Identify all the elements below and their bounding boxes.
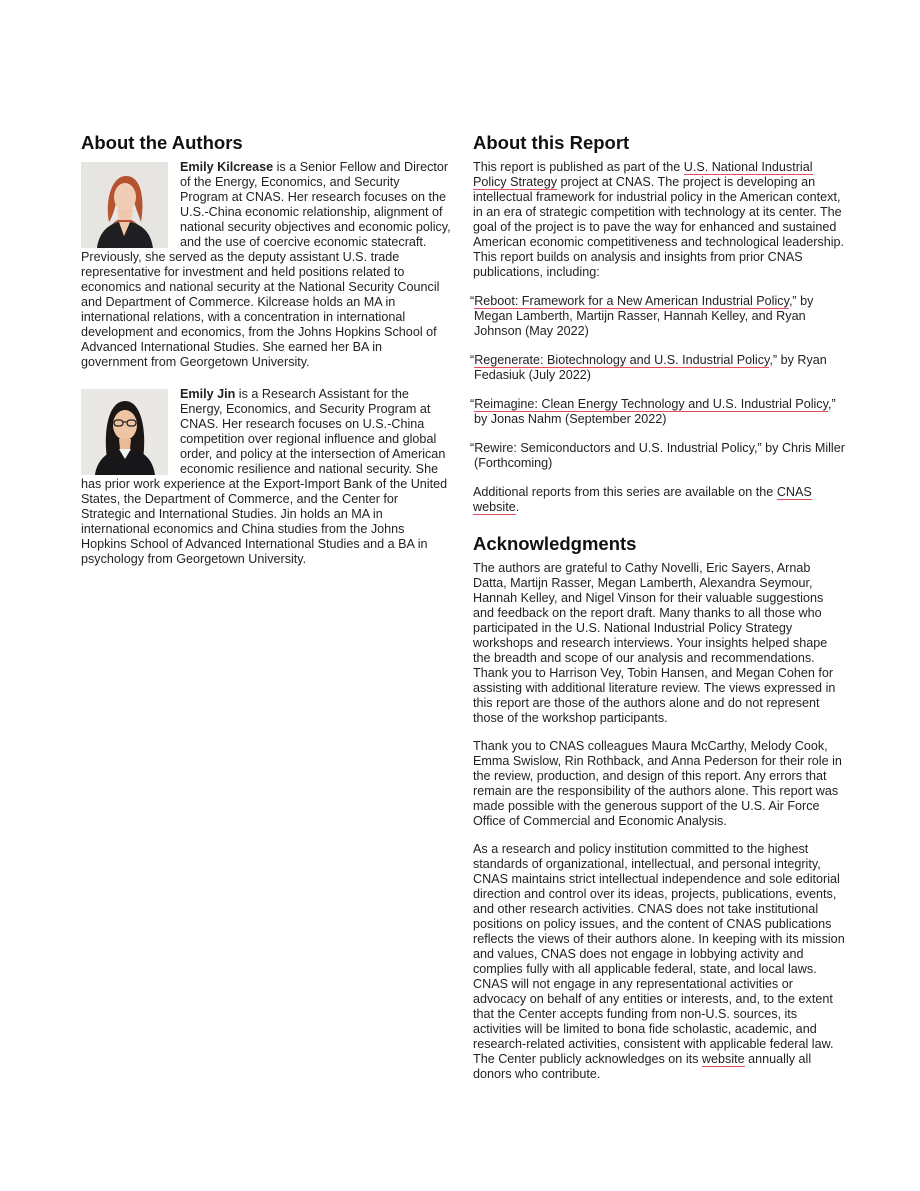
quote-mark: “ [470, 397, 475, 411]
regenerate-report-link[interactable]: Regenerate: Biotechnology and U.S. Industrial Policy [474, 353, 770, 367]
report-item-details: Rewire: Semiconductors and U.S. Industrial Policy,” by Chris Miller (Forthcoming) [474, 441, 845, 470]
additional-text: Additional reports from this series are available on the [473, 485, 777, 499]
independence-text-end: annually all donors who contribute. [473, 1052, 812, 1081]
additional-text-end: . [515, 500, 520, 514]
author-bio-kilcrease [81, 160, 451, 370]
reboot-report-link[interactable]: Reboot: Framework for a New American Industrial Policy [474, 294, 789, 308]
independence-text: As a research and policy institution committed to the highest standards of organizational, intellectual, and personal integrity, CNAS maintains strict intellectual independence and sole editorial direction and control over its ideas, projects, publications, events, and other research activities. CNAS does not take institutional positions on policy issues, and the content of CNAS publications reflects the views of their authors alone. In keeping with its mission and values, CNAS does not engage in lobbying activity and complies fully with all applicable federal, state, and local laws. CNAS will not engage in any representational activities or advocacy on behalf of any entities or interests, and, to the extent that the Center accepts funding from non-U.S. sources, its activities will be limited to bona fide scholastic, academic, and research-related activities, consistent with applicable federal law. The Center publicly acknowledges on its [473, 842, 845, 1066]
author-photo-kilcrease [81, 162, 168, 248]
donors-website-link[interactable]: website [701, 1052, 745, 1066]
additional-reports [473, 485, 845, 515]
about-report-column [470, 130, 845, 1082]
report-item-details: ,” by Megan Lamberth, Martijn Rasser, Hannah Kelley, and Ryan Johnson (May 2022) [474, 294, 814, 338]
author-bio-jin [81, 387, 451, 567]
cnas-website-link[interactable]: CNAS website [473, 485, 812, 514]
author-photo-jin [81, 389, 168, 475]
national-industrial-policy-link[interactable]: U.S. National Industrial Policy Strategy [473, 160, 813, 189]
report-item-details: ,” by Jonas Nahm (September 2022) [474, 397, 836, 426]
acknowledgments-paragraph-2: Thank you to CNAS colleagues Maura McCarthy, Melody Cook, Emma Swislow, Rin Rothback, and Anna Pederson for their role in the review, production, and design of this report. Any errors that remain are the responsibility of the authors alone. This report was made possible with the generous support of the U.S. Air Force Office of Commercial and Economic Analysis. [473, 739, 842, 828]
reimagine-report-link[interactable]: Reimagine: Clean Energy Technology and U.S. Industrial Policy [474, 397, 828, 411]
intro-text-continued: project at CNAS. The project is developing an intellectual framework for industrial policy in the American context, in an era of strategic competition with technology at its center. The goal of the project is to pave the way for enhanced and sustained American economic competitiveness and technological leadership. This report builds on analysis and insights from prior CNAS publications, including: [473, 175, 845, 279]
about-authors-heading: About the Authors [81, 132, 243, 153]
report-item-reboot [470, 294, 845, 339]
author-bio-text-kilcrease: is a Senior Fellow and Director of the Energy, Economics, and Security Program at CNAS. Her research focuses on the U.S.-China economic relationship, alignment of national security objectives and economic policy, and the use of coercive economic statecraft. Previously, she served as the deputy assistant U.S. trade representative for investment and held positions related to economics and national security at the National Security Council and Department of Commerce. Kilcrease holds an MA in international relations, with a concentration in international development and economics, from the Johns Hopkins School of Advanced International Studies. She earned her BA in government from Georgetown University. [81, 160, 451, 369]
quote-mark: “ [470, 294, 475, 308]
quote-mark: “ [470, 441, 475, 455]
acknowledgments-paragraph-3 [473, 842, 845, 1082]
acknowledgments-section [473, 531, 845, 1082]
about-report-intro [473, 160, 845, 280]
author-name-jin: Emily Jin [180, 387, 236, 401]
report-item-regenerate [470, 353, 845, 383]
quote-mark: “ [470, 353, 475, 367]
report-item-rewire [470, 441, 845, 471]
about-authors-column [81, 130, 451, 584]
author-name-kilcrease: Emily Kilcrease [180, 160, 274, 174]
acknowledgments-paragraph-1: The authors are grateful to Cathy Novelli, Eric Sayers, Arnab Datta, Martijn Rasser, Megan Lamberth, Alexandra Seymour, Hannah Kelley, and Nigel Vinson for their valuable suggestions and feedback on the report draft. Many thanks to all those who participated in the U.S. National Industrial Policy Strategy workshops and research interviews. Your insights helped shape the breadth and scope of our analysis and recommendations. Thank you to Harrison Vey, Tobin Hansen, and Megan Cohen for assisting with additional literature review. The views expressed in this report are those of the authors alone and do not represent those of the workshop participants. [473, 561, 836, 725]
author-bio-text-jin: is a Research Assistant for the Energy, Economics, and Security Program at CNAS. Her research focuses on U.S.-China competition over regional influence and global order, and policy at the intersection of American economic resilience and national security. She has prior work experience at the Export-Import Bank of the United States, the Department of Commerce, and the Center for Strategic and International Studies. Jin holds an MA in international economics and China studies from the Johns Hopkins School of Advanced International Studies and a BA in psychology from Georgetown University. [81, 387, 448, 566]
report-item-reimagine [470, 397, 845, 427]
about-report-heading: About this Report [473, 132, 630, 153]
acknowledgments-heading: Acknowledgments [473, 533, 637, 554]
intro-text: This report is published as part of the [473, 160, 684, 174]
report-item-details: ,” by Ryan Fedasiuk (July 2022) [474, 353, 827, 382]
